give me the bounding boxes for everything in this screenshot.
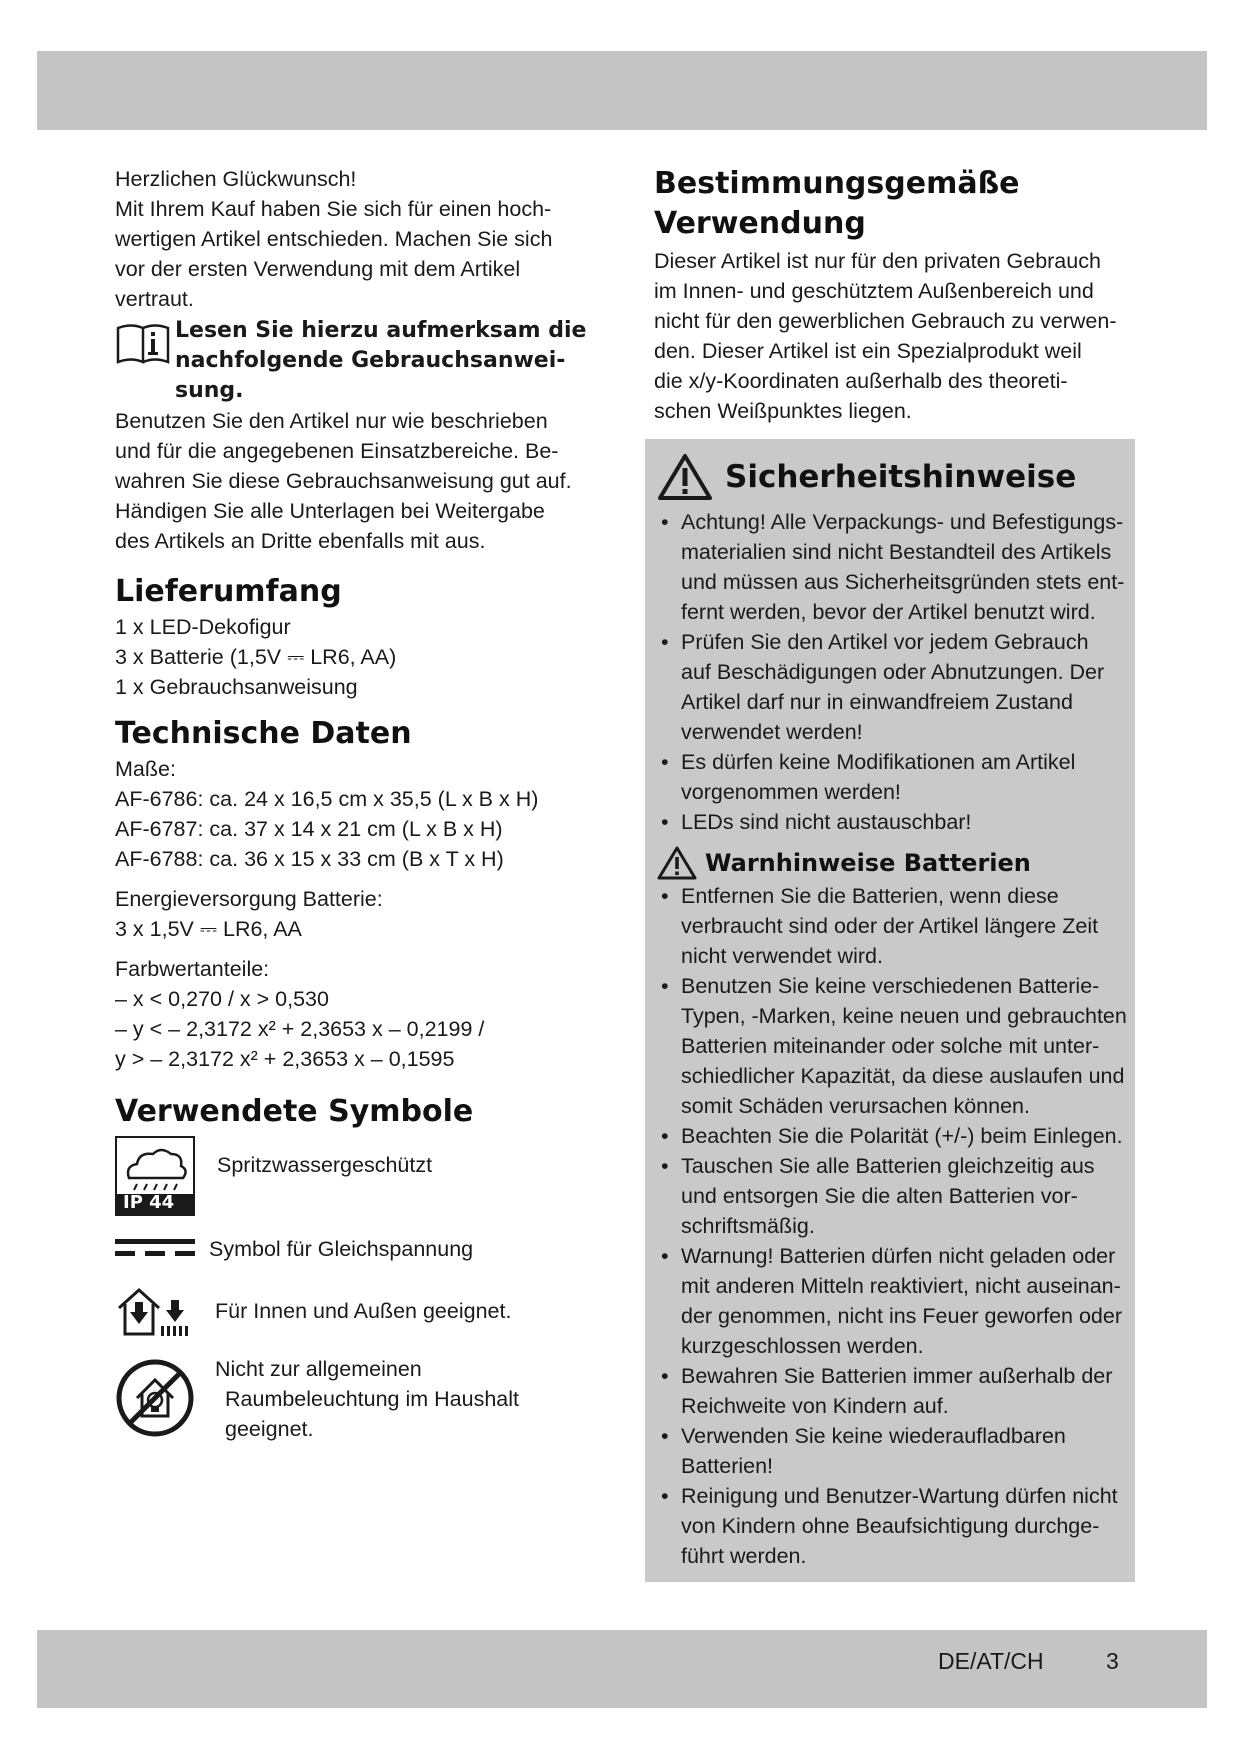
intended-use-line: Dieser Artikel ist nur für den privaten Gebrauch	[654, 249, 1101, 273]
no-lighting-line: Nicht zur allgemeinen	[215, 1357, 422, 1381]
heading-bestimmung-1: Bestimmungsgemäße	[654, 166, 1020, 201]
dimension-line: AF-6788: ca. 36 x 15 x 33 cm (B x T x H)	[115, 847, 504, 871]
note-line: Lesen Sie hierzu aufmerksam die	[175, 318, 587, 343]
no-lighting-line: geeignet.	[225, 1417, 314, 1441]
ip44-label: IP 44	[123, 1192, 175, 1213]
color-line: – y < – 2,3172 x² + 2,3653 x – 0,2199 /	[115, 1017, 485, 1041]
list-item	[657, 1421, 1127, 1481]
list-item-line: • Benutzen Sie keine verschiedenen Batterie-	[681, 974, 1100, 998]
dc-text: Symbol für Gleichspannung	[209, 1237, 474, 1261]
list-item-line: von Kindern ohne Beaufsichtigung durchge-	[681, 1514, 1100, 1538]
list-item	[657, 1361, 1127, 1421]
usage-line: Benutzen Sie den Artikel nur wie beschrieben	[115, 409, 548, 433]
list-item-line: und entsorgen Sie die alten Batterien vor-	[681, 1184, 1078, 1208]
delivery-list	[115, 612, 595, 702]
list-item-line: • Entfernen Sie die Batterien, wenn diese	[681, 884, 1059, 908]
intended-use-line: nicht für den gewerblichen Gebrauch zu verwen-	[654, 309, 1117, 333]
list-item-line: • Prüfen Sie den Artikel vor jedem Gebrauch	[681, 630, 1089, 654]
left-column	[115, 164, 595, 1444]
delivery-item: 3 x Batterie (1,5V ⎓ LR6, AA)	[115, 645, 397, 669]
list-item-line: • Es dürfen keine Modifikationen am Artikel	[681, 750, 1076, 774]
intro-line: wertigen Artikel entschieden. Machen Sie sich	[115, 227, 553, 251]
heading-lieferumfang: Lieferumfang	[115, 574, 342, 609]
heading-bestimmung-2: Verwendung	[654, 206, 866, 241]
book-info-icon	[115, 322, 173, 366]
list-item-line: Typen, -Marken, keine neuen und gebrauchten	[681, 1004, 1127, 1028]
list-item	[657, 971, 1127, 1121]
intended-use-line: die x/y-Koordinaten außerhalb des theoreti-	[654, 369, 1068, 393]
list-item-line: materialien sind nicht Bestandteil des Artikels	[681, 540, 1112, 564]
list-item-line: verwendet werden!	[681, 720, 863, 744]
list-item-line: • Verwenden Sie keine wiederaufladbaren	[681, 1424, 1066, 1448]
list-item	[657, 1121, 1127, 1151]
list-item-line: mit anderen Mitteln reaktiviert, nicht auseinan-	[681, 1274, 1121, 1298]
warning-triangle-icon	[657, 453, 713, 501]
heading-verwendete-symbole: Verwendete Symbole	[115, 1094, 474, 1129]
dc-voltage-icon	[115, 1237, 195, 1261]
symbol-indoor-outdoor	[115, 1284, 595, 1338]
intro-line: vertraut.	[115, 287, 194, 311]
list-item	[657, 881, 1127, 971]
list-item-line: kurzgeschlossen werden.	[681, 1334, 924, 1358]
list-item-line: • Reinigung und Benutzer-Wartung dürfen nicht	[681, 1484, 1118, 1508]
list-item	[657, 1151, 1127, 1241]
delivery-item: 1 x Gebrauchsanweisung	[115, 675, 358, 699]
intro-text	[115, 164, 595, 314]
safety-box	[645, 439, 1135, 1582]
list-item-line: • Warnung! Batterien dürfen nicht geladen oder	[681, 1244, 1116, 1268]
list-item-line: Artikel darf nur in einwandfreiem Zustand	[681, 690, 1073, 714]
power-supply	[115, 884, 595, 944]
intended-use-line: schen Weißpunktes liegen.	[654, 399, 912, 423]
list-item	[657, 1241, 1127, 1361]
list-item-line: Batterien!	[681, 1454, 774, 1478]
color-values	[115, 954, 595, 1074]
intended-use-line: den. Dieser Artikel ist ein Spezialprodukt weil	[654, 339, 1082, 363]
list-item-line: • Beachten Sie die Polarität (+/-) beim Einlegen.	[681, 1124, 1123, 1148]
right-column	[654, 164, 1134, 426]
indoor-outdoor-text: Für Innen und Außen geeignet.	[215, 1299, 512, 1323]
list-item-line: Reichweite von Kindern auf.	[681, 1394, 949, 1418]
usage-line: Händigen Sie alle Unterlagen bei Weitergabe	[115, 499, 545, 523]
symbol-dc	[115, 1234, 595, 1264]
list-item-line: fernt werden, bevor der Artikel benutzt wird.	[681, 600, 1096, 624]
power-value: 3 x 1,5V ⎓ LR6, AA	[115, 917, 302, 941]
no-lighting-line: Raumbeleuchtung im Haushalt	[225, 1387, 519, 1411]
list-item-line: • Bewahren Sie Batterien immer außerhalb der	[681, 1364, 1113, 1388]
dimension-line: AF-6787: ca. 37 x 14 x 21 cm (L x B x H)	[115, 817, 503, 841]
list-item-line: schriftsmäßig.	[681, 1214, 815, 1238]
color-line: – x < 0,270 / x > 0,530	[115, 987, 329, 1011]
usage-line: wahren Sie diese Gebrauchsanweisung gut auf.	[115, 469, 572, 493]
dimensions	[115, 754, 595, 874]
color-line: y > – 2,3172 x² + 2,3653 x – 0,1595	[115, 1047, 455, 1071]
list-item-line: schiedlicher Kapazität, da diese auslaufen und	[681, 1064, 1125, 1088]
list-item-line: Batterien miteinander oder solche mit unter-	[681, 1034, 1100, 1058]
heading-warnhinweise-batterien	[657, 845, 1127, 881]
safety-heading-text: Sicherheitshinweise	[725, 459, 1077, 495]
list-item	[657, 807, 1127, 837]
intro-line: vor der ersten Verwendung mit dem Artikel	[115, 257, 521, 281]
list-item-line: • LEDs sind nicht austauschbar!	[681, 810, 972, 834]
list-item	[657, 1481, 1127, 1571]
usage-text	[115, 406, 595, 556]
usage-line: und für die angegebenen Einsatzbereiche. Be-	[115, 439, 559, 463]
list-item-line: nicht verwendet wird.	[681, 944, 883, 968]
intro-line: Mit Ihrem Kauf haben Sie sich für einen hoch-	[115, 197, 552, 221]
battery-heading-text: Warnhinweise Batterien	[705, 849, 1031, 877]
list-item-line: somit Schäden verursachen können.	[681, 1094, 1030, 1118]
list-item	[657, 747, 1127, 807]
intro-line: Herzlichen Glückwunsch!	[115, 167, 357, 191]
list-item-line: der genommen, nicht ins Feuer geworfen oder	[681, 1304, 1122, 1328]
footer-region: DE/AT/CH	[938, 1648, 1044, 1674]
list-item-line: • Tauschen Sie alle Batterien gleichzeitig aus	[681, 1154, 1095, 1178]
note-line: sung.	[175, 378, 244, 403]
intended-use-line: im Innen- und geschütztem Außenbereich und	[654, 279, 1094, 303]
note-line: nachfolgende Gebrauchsanwei-	[175, 348, 566, 373]
header-band	[37, 51, 1207, 130]
usage-line: des Artikels an Dritte ebenfalls mit aus.	[115, 529, 486, 553]
list-item	[657, 627, 1127, 747]
dimensions-label: Maße:	[115, 757, 176, 781]
read-manual-note	[115, 316, 595, 406]
warning-triangle-small-icon	[657, 846, 697, 880]
ip44-text: Spritzwassergeschützt	[217, 1153, 433, 1177]
list-item-line: führt werden.	[681, 1544, 807, 1568]
heading-technische-daten: Technische Daten	[115, 716, 412, 751]
indoor-outdoor-icon	[115, 1284, 195, 1338]
no-room-lighting-icon	[115, 1358, 195, 1438]
list-item-line: • Achtung! Alle Verpackungs- und Befestigungs-	[681, 510, 1124, 534]
symbol-ip44	[115, 1136, 595, 1216]
list-item-line: vorgenommen werden!	[681, 780, 901, 804]
safety-list	[657, 507, 1127, 837]
heading-sicherheitshinweise	[657, 453, 1127, 501]
delivery-item: 1 x LED-Dekofigur	[115, 615, 291, 639]
symbol-no-room-lighting	[115, 1354, 595, 1444]
battery-warning-list	[657, 881, 1127, 1571]
page-number: 3	[1106, 1648, 1119, 1674]
list-item-line: und müssen aus Sicherheitsgründen stets ent-	[681, 570, 1125, 594]
color-label: Farbwertanteile:	[115, 957, 270, 981]
list-item-line: auf Beschädigungen oder Abnutzungen. Der	[681, 660, 1105, 684]
power-label: Energieversorgung Batterie:	[115, 887, 383, 911]
list-item-line: verbraucht sind oder der Artikel längere Zeit	[681, 914, 1099, 938]
dimension-line: AF-6786: ca. 24 x 16,5 cm x 35,5 (L x B x H)	[115, 787, 539, 811]
intended-use-text	[654, 246, 1134, 426]
list-item	[657, 507, 1127, 627]
